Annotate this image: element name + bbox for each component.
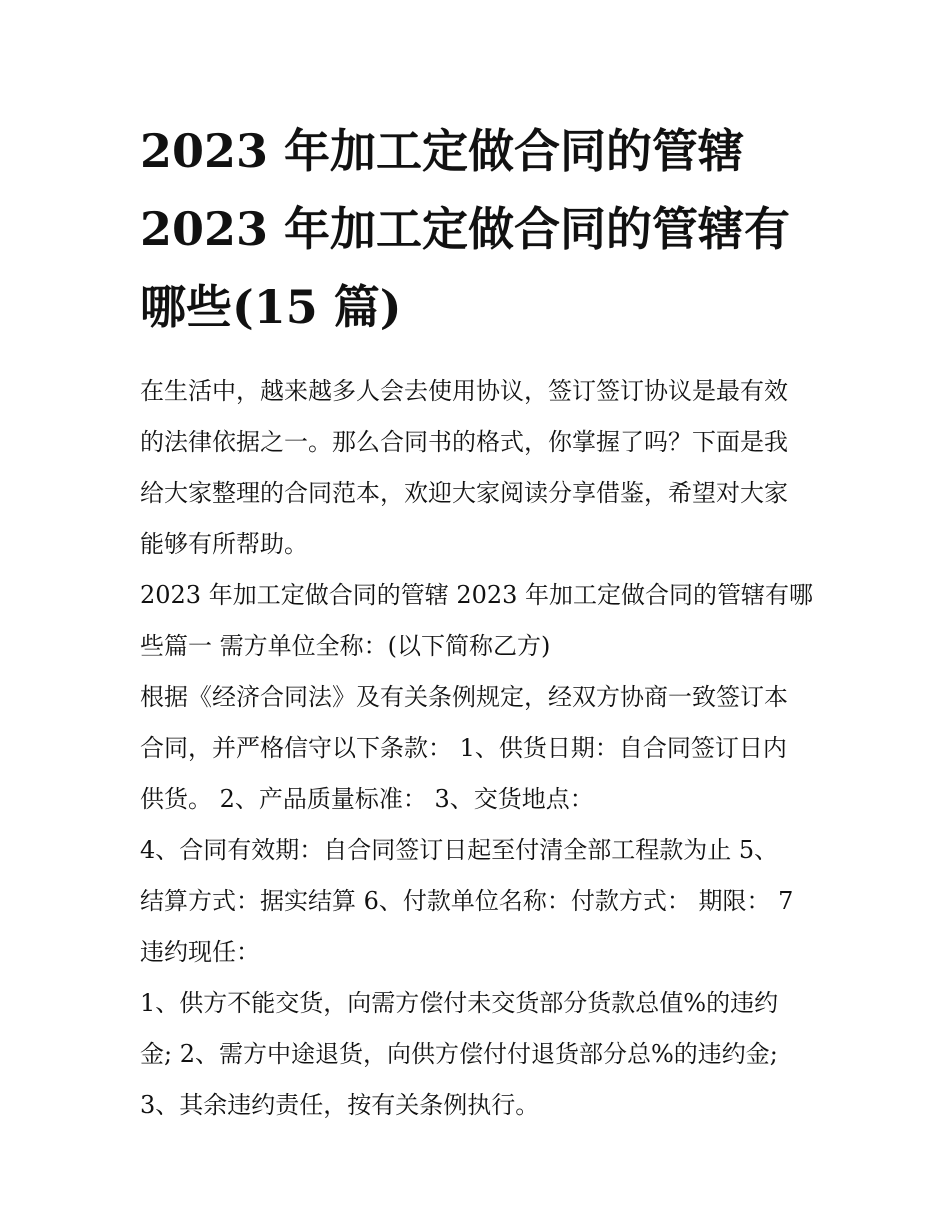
liability-paragraph: [140, 978, 812, 1131]
text-line: 2023 年加工定做合同的管辖 2023 年加工定做合同的管辖有哪: [140, 581, 814, 609]
title-line: 2023 年加工定做合同的管辖: [140, 124, 745, 178]
title-line: 2023 年加工定做合同的管辖有: [140, 202, 791, 256]
document-body: [140, 366, 812, 1131]
terms-paragraph: [140, 672, 812, 825]
text-line: 供货。 2、产品质量标准： 3、交货地点：: [140, 785, 594, 813]
document-title: [140, 112, 812, 346]
text-line: 给大家整理的合同范本，欢迎大家阅读分享借鉴，希望对大家: [140, 479, 788, 507]
text-line: 合同，并严格信守以下条款： 1、供货日期：自合同签订日内: [140, 734, 787, 762]
text-line: 的法律依据之一。那么合同书的格式，你掌握了吗？下面是我: [140, 428, 788, 456]
title-line: 哪些(15 篇): [140, 280, 402, 334]
intro-paragraph: [140, 366, 812, 570]
contract-heading-paragraph: [140, 570, 812, 672]
text-line: 违约现任：: [140, 938, 260, 966]
text-line: 4、合同有效期：自合同签订日起至付清全部工程款为止 5、: [140, 836, 779, 864]
document-page: [140, 112, 812, 1131]
settlement-paragraph: [140, 825, 812, 978]
text-line: 结算方式：据实结算 6、付款单位名称：付款方式： 期限： 7: [140, 887, 794, 915]
text-line: 根据《经济合同法》及有关条例规定，经双方协商一致签订本: [140, 683, 788, 711]
text-line: 1、供方不能交货，向需方偿付未交货部分货款总值%的违约: [140, 989, 779, 1017]
text-line: 金; 2、需方中途退货，向供方偿付付退货部分总%的违约金;: [140, 1040, 778, 1068]
text-line: 些篇一 需方单位全称：(以下简称乙方): [140, 632, 551, 660]
text-line: 3、其余违约责任，按有关条例执行。: [140, 1091, 540, 1119]
text-line: 能够有所帮助。: [140, 530, 308, 558]
text-line: 在生活中，越来越多人会去使用协议，签订签订协议是最有效: [140, 377, 788, 405]
